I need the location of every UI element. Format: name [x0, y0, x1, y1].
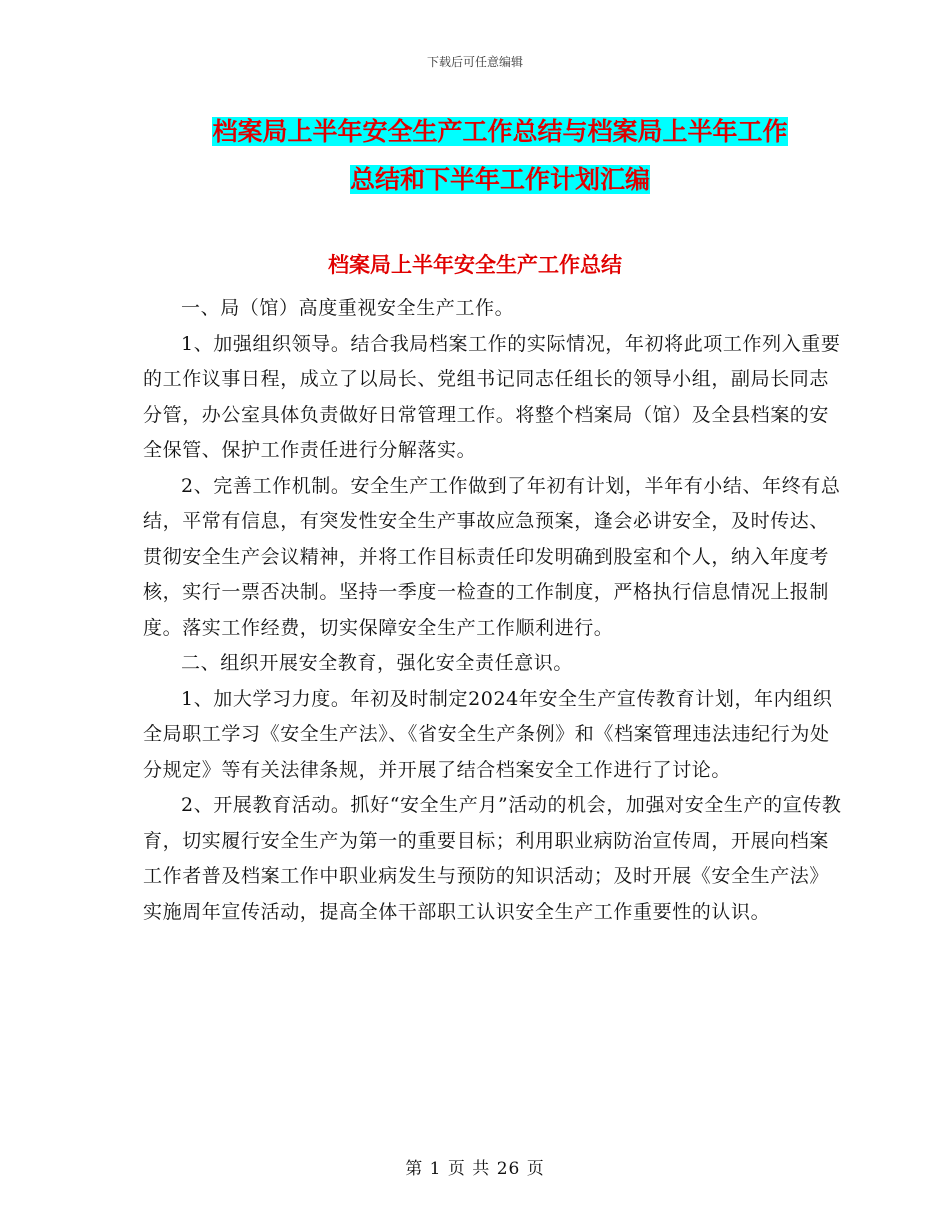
paragraph: 二、组织开展安全教育，强化安全责任意识。	[181, 652, 574, 674]
document-title-line-1: 档案局上半年安全生产工作总结与档案局上半年工作	[212, 117, 788, 146]
page-number-footer: 第 1 页 共 26 页	[405, 1159, 545, 1179]
paragraph: 1、加大学习力度。年初及时制定2024年安全生产宣传教育计划，年内组织全局职工学习《安全生产法》、《省安全生产条例》和《档案管理违法违纪行为处分规定》等有关法律条规，并开展了结合档案安全工作进行了讨论。	[143, 687, 833, 781]
document-title	[140, 108, 860, 204]
section-title: 档案局上半年安全生产工作总结	[328, 253, 622, 277]
paragraph: 2、完善工作机制。安全生产工作做到了年初有计划，半年有小结、年终有总结，平常有信息，有突发性安全生产事故应急预案，逢会必讲安全，及时传达、贯彻安全生产会议精神，并将工作目标责任印发明确到股室和个人，纳入年度考核，实行一票否决制。坚持一季度一检查的工作制度，严格执行信息情况上报制度。落实工作经费，切实保障安全生产工作顺利进行。	[143, 474, 841, 639]
header-note: 下载后可任意编辑	[426, 55, 523, 69]
document-title-line-2: 总结和下半年工作计划汇编	[349, 165, 650, 194]
document-body	[143, 291, 843, 930]
paragraph: 1、加强组织领导。结合我局档案工作的实际情况，年初将此项工作列入重要的工作议事日程，成立了以局长、党组书记同志任组长的领导小组，副局长同志分管，办公室具体负责做好日常管理工作。将整个档案局（馆）及全县档案的安全保管、保护工作责任进行分解落实。	[143, 332, 841, 461]
paragraph: 2、开展教育活动。抓好“安全生产月”活动的机会，加强对安全生产的宣传教育，切实履行安全生产为第一的重要目标；利用职业病防治宣传周，开展向档案工作者普及档案工作中职业病发生与预防的知识活动；及时开展《安全生产法》实施周年宣传活动，提高全体干部职工认识安全生产工作重要性的认识。	[143, 794, 842, 923]
paragraph: 一、局（馆）高度重视安全生产工作。	[181, 297, 515, 319]
